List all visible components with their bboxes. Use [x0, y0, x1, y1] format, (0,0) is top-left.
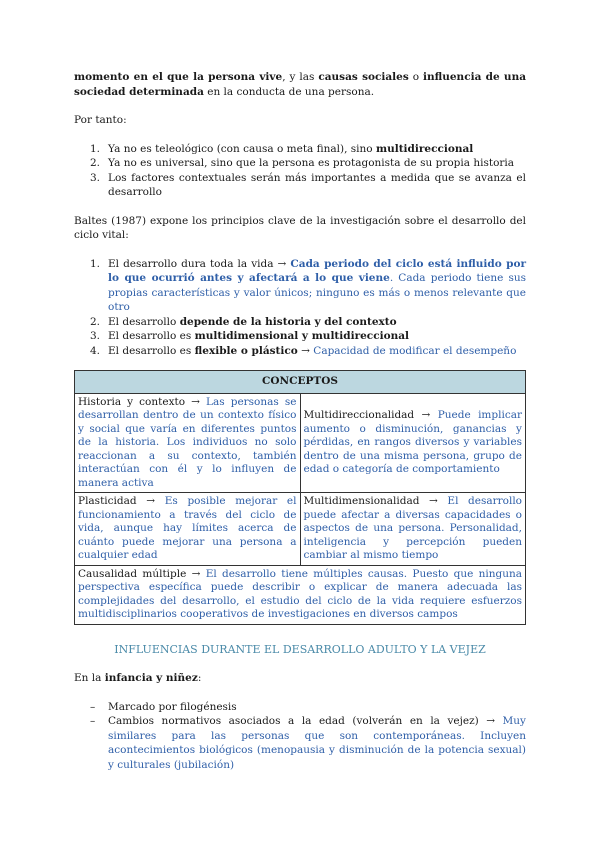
list-bold: depende de la historia y del contexto	[179, 315, 397, 328]
list-number: 2.	[90, 315, 101, 328]
concept-definition: El desarrollo puede afectar a diversas capacidades o aspectos de una persona. Personalidad, inteligencia y percepción pueden cambiar al mismo tiempo	[303, 495, 522, 561]
list-item	[74, 257, 526, 315]
document-page	[74, 70, 526, 772]
concept-cell	[300, 393, 526, 493]
list-item	[74, 315, 526, 330]
list-number: 1.	[90, 257, 101, 270]
concept-cell	[75, 493, 301, 566]
concept-definition: Puede implicar aumento o disminución, ganancias y pérdidas, en rangos diversos y variables dentro de una misma persona, grupo de edad o categoría de comportamiento	[303, 409, 522, 475]
list-item	[74, 156, 526, 171]
list-number: 3.	[90, 330, 101, 342]
concept-term: Multidimensionalidad	[303, 495, 420, 507]
intro-text: o	[408, 71, 423, 83]
list-text: Ya no es teleológico (con causa o meta final), sino	[108, 142, 376, 155]
intro-bold-social: causas sociales	[318, 71, 409, 83]
list-bold: flexible o plástico	[194, 344, 298, 357]
intro-text: en la conducta de una persona.	[203, 85, 375, 98]
consequences-list	[74, 142, 526, 200]
arrow-icon: →	[414, 409, 438, 421]
baltes-paragraph: Baltes (1987) expone los principios clave de la investigación sobre el desarrollo del ciclo vital:	[74, 214, 526, 241]
list-item	[74, 344, 526, 359]
concept-term: Causalidad múltiple	[78, 567, 187, 580]
arrow-icon: →	[185, 395, 207, 408]
intro-paragraph	[74, 70, 526, 99]
influences-list	[74, 700, 526, 773]
list-item	[74, 329, 526, 344]
concept-term: Multidireccionalidad	[303, 409, 415, 421]
list-text: Ya no es universal, sino que la persona es protagonista de su propia historia	[108, 157, 515, 169]
intro-bold-influence: influencia de una sociedad determinada	[74, 71, 527, 98]
list-bold: multidireccional	[375, 142, 474, 155]
list-item	[74, 700, 526, 715]
list-text: El desarrollo	[108, 315, 180, 328]
concept-term: Historia y contexto	[78, 395, 186, 408]
por-tanto-label: Por tanto:	[74, 114, 127, 126]
list-number: 3.	[90, 171, 101, 184]
list-text: Los factores contextuales serán más importantes a medida que se avanza el desarrollo	[108, 171, 526, 198]
concept-term: Plasticidad	[78, 495, 137, 507]
list-item	[74, 142, 526, 157]
dash-bullet: –	[90, 700, 96, 713]
intro-bold-moment: momento en el que la persona vive	[74, 71, 283, 83]
list-blue: . Cada periodo tiene sus propias características y valor únicos; ninguno es más o menos relevante que otro	[108, 272, 526, 313]
concept-cell	[75, 565, 526, 624]
infancia-text: :	[197, 672, 202, 684]
concept-definition: El desarrollo tiene múltiples causas. Puesto que ninguna perspectiva específica puede describir o explicar de manera adecuada las complejidades del desarrollo, el estudio del ciclo de la vida requiere esfuerzos multidisciplinarios cooperativos de investigaciones en diversos campos	[78, 567, 522, 620]
list-bold-blue: Cada periodo del ciclo está influido por lo que ocurrió antes y afectará a lo que viene	[108, 257, 526, 284]
principles-list	[74, 257, 526, 359]
concept-cell	[300, 493, 526, 566]
concept-definition: Es posible mejorar el funcionamiento a través del ciclo de vida, aunque hay límites acerca de cuánto puede mejorar una persona a cualquier edad	[78, 495, 297, 561]
list-number: 2.	[90, 157, 101, 169]
infancia-text: En la	[74, 672, 105, 684]
list-text: El desarrollo es	[108, 344, 195, 357]
list-blue: Capacidad de modificar el desempeño	[313, 344, 517, 357]
concepts-table-header: CONCEPTOS	[75, 371, 526, 394]
arrow-icon: →	[297, 344, 314, 357]
list-item	[74, 171, 526, 200]
intro-text: , y las	[282, 71, 319, 83]
section-heading: INFLUENCIAS DURANTE EL DESARROLLO ADULTO Y LA VEJEZ	[114, 642, 486, 656]
list-bold: multidimensional y multidireccional	[194, 330, 410, 342]
infancia-paragraph	[74, 671, 526, 686]
list-text: Marcado por filogénesis	[108, 700, 237, 713]
list-blue: Muy similares para las personas que son contemporáneas. Incluyen acontecimientos biológicos (menopausia y disminución de la potencia sexual) y culturales (jubilación)	[108, 715, 526, 771]
concept-definition: Las personas se desarrollan dentro de un contexto físico y social que varía en diferentes puntos de la historia. Los individuos no solo reaccionan a su contexto, también interactúan con él y lo influyen de manera activa	[78, 395, 297, 489]
list-text: El desarrollo es	[108, 330, 195, 342]
arrow-icon: →	[419, 495, 448, 507]
dash-bullet: –	[90, 715, 96, 727]
list-text: El desarrollo dura toda la vida →	[108, 257, 291, 270]
concepts-table	[74, 370, 526, 625]
arrow-icon: →	[186, 567, 206, 580]
list-text: Cambios normativos asociados a la edad (volverán en la vejez) →	[108, 715, 503, 727]
infancia-bold: infancia y niñez	[104, 672, 198, 684]
arrow-icon: →	[136, 495, 165, 507]
list-number: 4.	[90, 344, 101, 357]
list-number: 1.	[90, 142, 101, 155]
list-item	[74, 714, 526, 772]
concept-cell	[75, 393, 301, 493]
